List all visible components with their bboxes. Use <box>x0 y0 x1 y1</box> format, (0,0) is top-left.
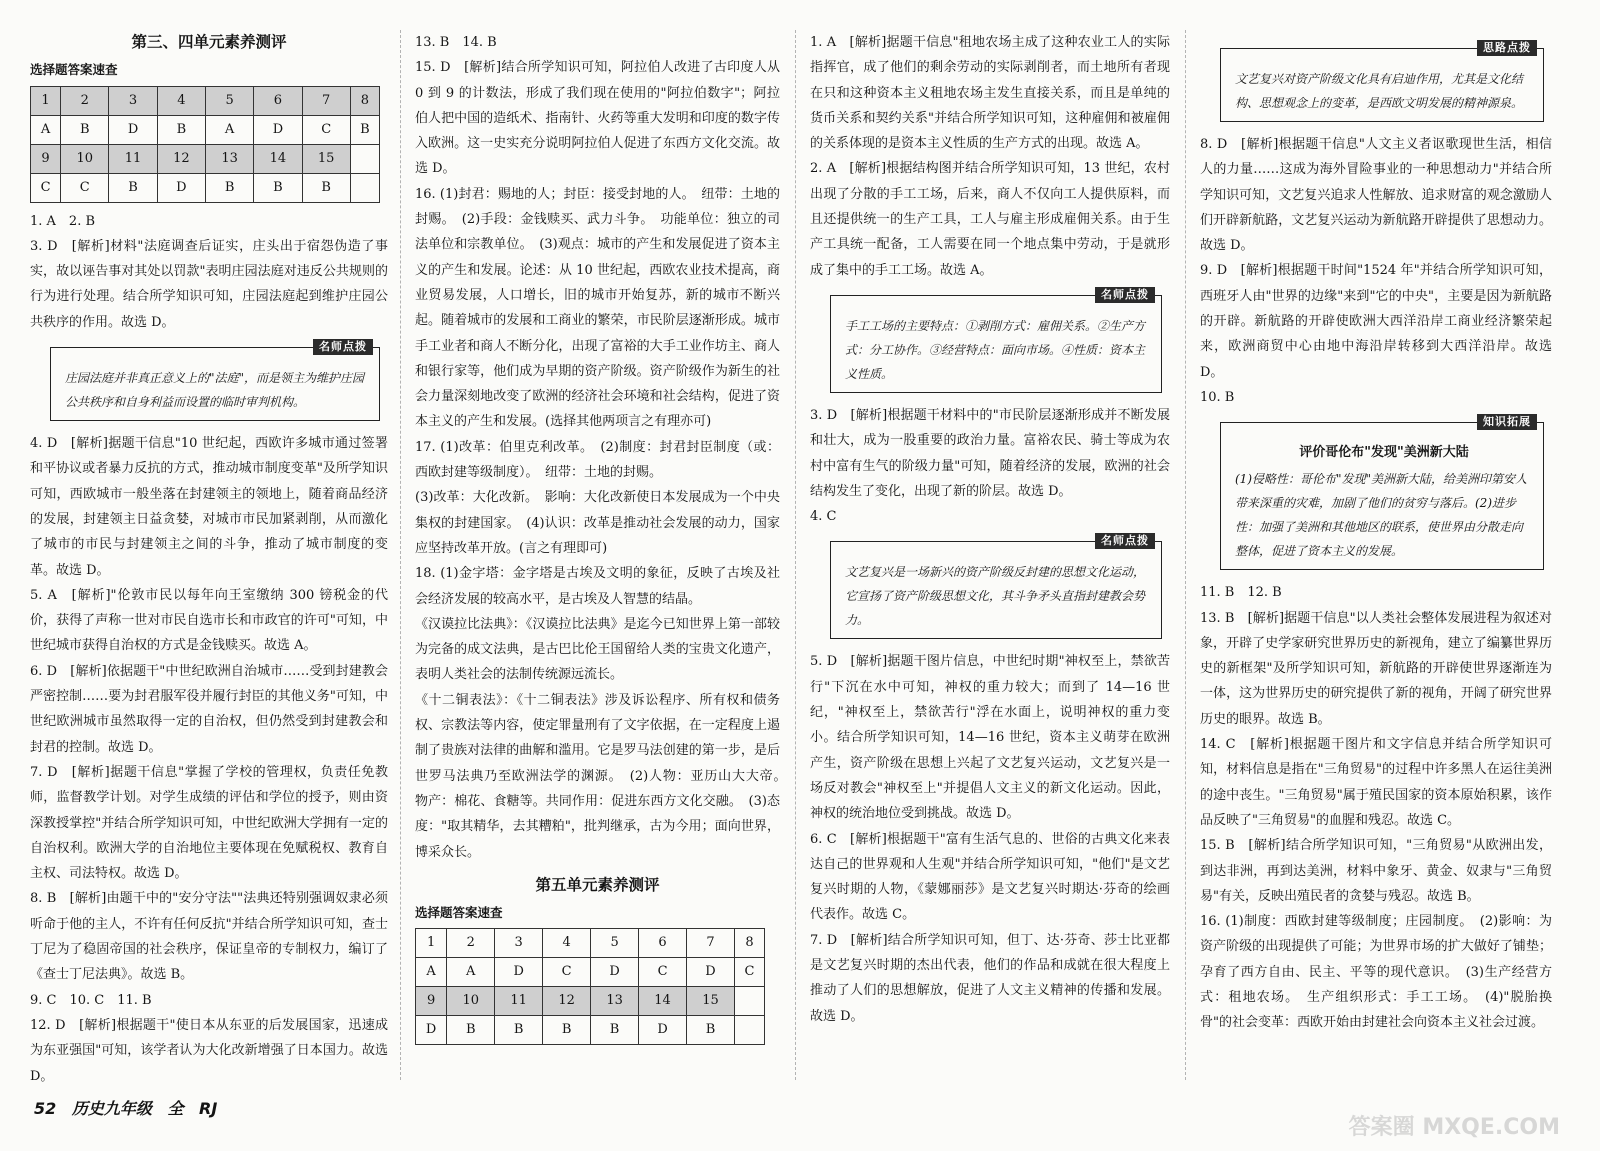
subject-label: 历史九年级 <box>71 1099 152 1118</box>
answer-paragraph: 5. A [解析]"伦敦市民以每年向王室缴纳 300 镑税金的代价，获得了声称一世对市民自选市长和市政官的许可"可知，中世纪城市获得自治权的方式是金钱赎买。故选 A。 <box>30 587 388 654</box>
empty-cell <box>734 987 764 1016</box>
answer-number-cell: 4 <box>157 86 205 115</box>
answer-value-cell: B <box>302 173 350 202</box>
column-2 <box>415 30 794 1051</box>
unit-5-title: 第五单元素养测评 <box>535 875 660 894</box>
page-number: 52 <box>34 1099 57 1118</box>
knowledge-badge: 知识拓展 <box>1477 414 1537 430</box>
answer-paragraph: 10. B <box>1200 389 1235 405</box>
answer-value-cell: D <box>416 1016 447 1045</box>
answer-value-cell: B <box>254 173 302 202</box>
knowledge-box <box>1220 415 1544 570</box>
answer-value-cell: B <box>350 115 379 144</box>
answer-paragraph: 《十二铜表法》：《十二铜表法》涉及诉讼程序、所有权和债务权、宗教法等内容，使定罪量刑有了文字依据，在一定程度上遏制了贵族对法律的曲解和滥用。它是罗马法创建的第一步，是后世罗马法典乃至欧洲法学的渊源。 (2)人物：亚历山大大帝。 物产：棉花、食糖等。共同作用：促进东西方文化交融。 (3)态度："取其精华，去其糟粕"，批判继承，古为今用；面向世界，博采众长。 <box>415 692 794 860</box>
answer-paragraph: 5. D [解析]据题干图片信息，中世纪时期"神权至上，禁欲苦行"下沉在水中可知，神权的重力较大；而到了 14—16 世纪，"神权至上，禁欲苦行"浮在水面上，说明神权的重力变小。结合所学知识可知，14—16 世纪，资本主义萌芽在欧洲产生，资产阶级在思想上兴起了文艺复兴运动，文艺复兴是一场反对教会"神权至上"并提倡人文主义的新文化运动。因此，神权的统治地位受到挑战。故选 D。 <box>810 654 1170 822</box>
answer-paragraph: 13. B [解析]据题干信息"以人类社会整体发展进程为叙述对象，开辟了史学家研究世界历史的新视角，建立了编纂世界历史的新框架"及所学知识可知，新航路的开辟使世界逐渐连为一体，这为世界历史的研究提供了新的视角，开阔了研究世界历史的眼界。故选 B。 <box>1200 610 1552 727</box>
answer-value-cell: C <box>31 173 61 202</box>
volume-label: 全 <box>167 1099 184 1118</box>
answer-number-cell: 13 <box>591 987 639 1016</box>
answer-number-row <box>31 86 380 115</box>
answer-paragraph: 14. C [解析]根据题干图片和文字信息并结合所学知识可知，材料信息是指在"三角贸易"的过程中许多黑人在运往美洲的途中丧生。"三角贸易"属于殖民国家的资本原始积累，该作品反映了"三角贸易"的血腥和残忍。故选 C。 <box>1200 737 1552 828</box>
answer-number-row <box>31 144 380 173</box>
unit-3-4-title: 第三、四单元素养测评 <box>131 33 287 51</box>
tip-text: 庄园法庭并非真正意义上的"法庭"，而是领主为维护庄园公共秩序和自身利益而设置的临时审判机构。 <box>65 371 365 410</box>
answer-number-cell: 7 <box>687 929 735 958</box>
answer-paragraph: 4. D [解析]据题干信息"10 世纪起，西欧许多城市通过签署和平协议或者暴力反抗的方式，推动城市制度变革"及所学知识可知，西欧城市一般坐落在封建领主的领地上，随着商品经济的发展，封建领主日益贪婪，对城市市民加紧剥削，从而激化了城市的市民与封建领主之间的斗争，推动了城市制度的变革。故选 D。 <box>30 436 388 578</box>
answer-value-cell: B <box>157 115 205 144</box>
answer-value-row <box>416 958 765 987</box>
answer-value-cell: D <box>687 958 735 987</box>
answer-number-cell: 14 <box>639 987 687 1016</box>
answer-value-cell: C <box>543 958 591 987</box>
column-4 <box>1200 30 1552 1036</box>
answer-paragraph: 8. B [解析]由题干中的"安分守法""法典还特别强调奴隶必须听命于他的主人，不许有任何反抗"并结合所学知识可知，查士丁尼为了稳固帝国的社会秩序，保证皇帝的专制权力，编订了《查士丁尼法典》。故选 B。 <box>30 891 388 983</box>
answer-paragraph: 13. B 14. B <box>415 35 497 50</box>
answer-number-cell: 12 <box>157 144 205 173</box>
tip-badge: 名师点拨 <box>1095 533 1155 549</box>
answer-number-cell: 15 <box>687 987 735 1016</box>
answer-paragraph: 1. A 2. B <box>30 213 96 229</box>
answer-paragraph: 15. D [解析]结合所学知识可知，阿拉伯人改进了古印度人从 0 到 9 的计数法，形成了我们现在使用的"阿拉伯数字"；阿拉伯人把中国的造纸术、指南针、火药等重大发明和印度的数字传入欧洲。这一史实充分说明阿拉伯人促进了东西方文化交流。故选 D。 <box>415 60 780 177</box>
answer-number-cell: 12 <box>543 987 591 1016</box>
answer-number-cell: 4 <box>543 929 591 958</box>
tip-box <box>830 534 1162 639</box>
answer-number-cell: 5 <box>205 86 253 115</box>
answer-paragraph: 《汉谟拉比法典》：《汉谟拉比法典》是迄今已知世界上第一部较为完备的成文法典，是古巴比伦王国留给人类的宝贵文化遗产，表明人类社会的法制传统源远流长。 <box>415 616 780 683</box>
quick-answer-label: 选择题答案速查 <box>30 62 118 78</box>
empty-cell <box>734 1016 764 1045</box>
answer-value-cell: D <box>639 1016 687 1045</box>
answer-number-cell: 11 <box>495 987 543 1016</box>
answer-number-cell: 13 <box>205 144 253 173</box>
tip-box <box>1220 41 1544 122</box>
answer-number-cell: 9 <box>416 987 447 1016</box>
tip-text: 文艺复兴对资产阶级文化具有启迪作用，尤其是文化结构、思想观念上的变革，是西欧文明发展的精神源泉。 <box>1235 72 1524 110</box>
answer-number-cell: 1 <box>31 86 61 115</box>
answer-paragraph: 4. C <box>810 509 837 525</box>
tip-badge: 思路点拨 <box>1477 40 1537 56</box>
column-1 <box>30 30 388 1089</box>
tip-box <box>830 287 1162 393</box>
answer-number-cell: 2 <box>447 929 495 958</box>
column-divider <box>400 30 401 1080</box>
tip-box <box>50 340 380 421</box>
answer-value-cell: D <box>157 173 205 202</box>
answer-paragraph: 9. C 10. C 11. B <box>30 992 152 1008</box>
answer-value-row <box>416 1016 765 1045</box>
answer-number-cell: 7 <box>302 86 350 115</box>
answer-number-cell: 10 <box>447 987 495 1016</box>
tip-text: 文艺复兴是一场新兴的资产阶级反封建的思想文化运动，它宣扬了资产阶级思想文化，其斗争矛头直指封建教会势力。 <box>845 565 1146 628</box>
answer-paragraph: 1. A [解析]据题干信息"租地农场主成了这种农业工人的实际指挥官，成了他们的剩余劳动的实际剥削者，而土地所有者现在只和这种资本主义租地农场主发生直接关系，而且是单纯的货币关系和契约关系"并结合所学知识可知，这种雇佣和被雇佣的关系体现的是资本主义性质的生产方式的出现。故选 A。 <box>810 35 1170 152</box>
answer-number-cell: 6 <box>254 86 302 115</box>
answer-paragraph: 15. B [解析]结合所学知识可知，"三角贸易"从欧洲出发，到达非洲，再到达美洲，材料中象牙、黄金、奴隶与"三角贸易"有关，反映出殖民者的贪婪与残忍。故选 B。 <box>1200 838 1552 904</box>
answer-paragraph: 8. D [解析]根据题干信息"人文主义者讴歌现世生活，相信人的力量……这成为海外冒险事业的一种思想动力"并结合所学知识可知，文艺复兴追求人性解放、追求财富的观念激励人们开辟新航路，文艺复兴运动为新航路开辟提供了思想动力。故选 D。 <box>1200 137 1552 254</box>
answer-number-cell: 8 <box>734 929 764 958</box>
answer-number-cell: 2 <box>61 86 109 115</box>
answer-paragraph: 9. D [解析]根据题干时间"1524 年"并结合所学知识可知，西班牙人由"世界的边缘"来到"它的中央"，主要是因为新航路的开辟。新航路的开辟使欧洲大西洋沿岸工商业经济繁荣起来，欧洲商贸中心由地中海沿岸转移到大西洋沿岸。故选 D。 <box>1200 263 1552 380</box>
knowledge-text: (1)侵略性：哥伦布"发现"美洲新大陆，给美洲印第安人带来深重的灾难，加剧了他们的贫穷与落后。(2)进步性：加强了美洲和其他地区的联系，使世界由分散走向整体，促进了资本主义的发展。 <box>1235 472 1528 559</box>
answer-value-cell: B <box>495 1016 543 1045</box>
answer-value-cell: B <box>687 1016 735 1045</box>
answer-paragraph: 2. A [解析]根据结构图并结合所学知识可知，13 世纪，农村出现了分散的手工工场，后来，商人不仅向工人提供原料，而且还提供统一的生产工具，工人与雇主形成雇佣关系。由于生产工具统一配备，工人需要在同一个地点集中劳动，于是就形成了集中的手工工场。故选 A。 <box>810 161 1170 278</box>
answer-paragraph: 3. D [解析]材料"法庭调查后证实，庄头出于宿怨伪造了事实，故以诬告事对其处以罚款"表明庄园法庭对违反公共规则的行为进行处理。结合所学知识可知，庄园法庭起到维护庄园公共秩序的作用。故选 D。 <box>30 238 388 330</box>
answer-value-cell: C <box>302 115 350 144</box>
answer-value-cell: B <box>205 173 253 202</box>
answer-value-cell: C <box>734 958 764 987</box>
answer-value-cell: D <box>254 115 302 144</box>
answer-paragraph: (3)改革：大化改新。 影响：大化改新使日本发展成为一个中央集权的封建国家。 (4)认识：改革是推动社会发展的动力，国家应坚持改革开放。(言之有理即可) <box>415 490 780 556</box>
answer-number-cell: 3 <box>109 86 157 115</box>
answer-value-cell: D <box>495 958 543 987</box>
answer-value-cell: B <box>109 173 157 202</box>
answer-value-cell: C <box>61 173 109 202</box>
answer-paragraph: 3. D [解析]根据题干材料中的"市民阶层逐渐形成并不断发展和壮大，成为一股重要的政治力量。富裕农民、骑士等成为农村中富有生气的阶级力量"可知，随着经济的发展，欧洲的社会结构发生了变化，出现了新的阶层。故选 D。 <box>810 407 1170 499</box>
quick-answer-label: 选择题答案速查 <box>415 905 503 921</box>
answer-value-cell: B <box>61 115 109 144</box>
answer-value-cell: A <box>447 958 495 987</box>
answer-paragraph: 18. (1)金字塔：金字塔是古埃及文明的象征，反映了古埃及社会经济发展的较高水平，是古埃及人智慧的结晶。 <box>415 566 780 607</box>
answer-value-cell: A <box>205 115 253 144</box>
answer-paragraph: 6. C [解析]根据题干"富有生活气息的、世俗的古典文化来表达自己的世界观和人生观"并结合所学知识可知，"他们"是文艺复兴时期的人物，《蒙娜丽莎》是文艺复兴时期达·芬奇的绘画代表作。故选 C。 <box>810 831 1170 923</box>
answer-value-cell: B <box>591 1016 639 1045</box>
answer-paragraph: 16. (1)制度：西欧封建等级制度；庄园制度。 (2)影响：为资产阶级的出现提供了可能；为世界市场的扩大做好了铺垫；孕育了西方自由、民主、平等的现代意识。 (3)生产经营方式：租地农场。 生产组织形式：手工工场。 (4)"脱胎换骨"的社会变革：西欧开始由封建社会向资本主义社会过渡。 <box>1200 914 1552 1031</box>
empty-cell <box>350 173 379 202</box>
answer-table-unit-5 <box>415 928 765 1045</box>
tip-text: 手工工场的主要特点：①剥削方式：雇佣关系。②生产方式：分工协作。③经营特点：面向市场。④性质：资本主义性质。 <box>845 318 1146 381</box>
knowledge-title: 评价哥伦布"发现"美洲新大陆 <box>1299 445 1469 461</box>
answer-value-cell: D <box>591 958 639 987</box>
answer-table-unit-3-4 <box>30 86 380 203</box>
empty-cell <box>350 144 379 173</box>
answer-value-cell: B <box>447 1016 495 1045</box>
tip-badge: 名师点拨 <box>1095 287 1155 303</box>
answer-number-cell: 15 <box>302 144 350 173</box>
answer-number-cell: 11 <box>109 144 157 173</box>
answer-number-cell: 5 <box>591 929 639 958</box>
answer-number-cell: 9 <box>31 144 61 173</box>
answer-number-cell: 14 <box>254 144 302 173</box>
answer-paragraph: 12. D [解析]根据题干"使日本从东亚的后发展国家，迅速成为东亚强国"可知，该学者认为大化改新增强了日本国力。故选 D。 <box>30 1017 388 1084</box>
answer-paragraph: 7. D [解析]结合所学知识可知，但丁、达·芬奇、莎士比亚都是文艺复兴时期的杰出代表，他们的作品和成就在很大程度上推动了人们的思想解放，促进了人文主义精神的传播和发展。故选 D。 <box>810 932 1170 1024</box>
answer-paragraph: 11. B 12. B <box>1200 585 1282 601</box>
answer-paragraph: 6. D [解析]依据题干"中世纪欧洲自治城市……受到封建教会严密控制……要为封君服军役并履行封臣的其他义务"可知，中世纪欧洲城市虽然取得一定的自治权，但仍然受到封建教会和封君的控制。故选 D。 <box>30 663 388 755</box>
answer-paragraph: 17. (1)改革：伯里克利改革。 (2)制度：封君封臣制度（或：西欧封建等级制度）。 纽带：土地的封赐。 <box>415 439 780 481</box>
answer-number-cell: 10 <box>61 144 109 173</box>
answer-number-row <box>416 987 765 1016</box>
edition-label: RJ <box>199 1099 218 1118</box>
column-divider <box>1185 30 1186 1080</box>
answer-number-cell: 6 <box>639 929 687 958</box>
answer-number-row <box>416 929 765 958</box>
answer-value-row <box>31 173 380 202</box>
answer-value-cell: A <box>416 958 447 987</box>
answer-value-cell: C <box>639 958 687 987</box>
answer-value-cell: B <box>543 1016 591 1045</box>
answer-number-cell: 3 <box>495 929 543 958</box>
answer-value-row <box>31 115 380 144</box>
answer-value-cell: D <box>109 115 157 144</box>
column-3 <box>810 30 1170 1029</box>
column-divider <box>795 30 796 1080</box>
tip-badge: 名师点拨 <box>313 339 373 355</box>
watermark: 答案圈 MXQE.COM <box>1348 1115 1560 1140</box>
answer-value-cell: A <box>31 115 61 144</box>
page-footer <box>34 1096 227 1119</box>
answer-paragraph: 16. (1)封君：赐地的人；封臣：接受封地的人。 纽带：土地的封赐。 (2)手段：金钱赎买、武力斗争。 功能单位：独立的司法单位和宗教单位。 (3)观点：城市的产生和发展促进了资本主义的产生和发展。论述：从 10 世纪起，西欧农业技术提高，商业贸易发展，人口增长，旧的城市开始复苏，新的城市不断兴起。随着城市的发展和工商业的繁荣，市民阶层逐渐形成。城市手工业者和商人不断分化，出现了富裕的大手工业作坊主、商人和银行家等，他们成为早期的资产阶级。资产阶级作为新生的社会力量深刻地改变了欧洲的经济社会环境和社会结构，促进了资本主义的产生和发展。(选择其他两项言之有理亦可) <box>415 186 780 430</box>
answer-number-cell: 1 <box>416 929 447 958</box>
answer-number-cell: 8 <box>350 86 379 115</box>
answer-paragraph: 7. D [解析]据题干信息"掌握了学校的管理权，负责任免教师，监督教学计划。对学生成绩的评估和学位的授予，则由资深教授掌控"并结合所学知识可知，中世纪欧洲大学拥有一定的自治权利。欧洲大学的自治地位主要体现在免赋税权、教育自主权、司法特权。故选 D。 <box>30 764 388 882</box>
